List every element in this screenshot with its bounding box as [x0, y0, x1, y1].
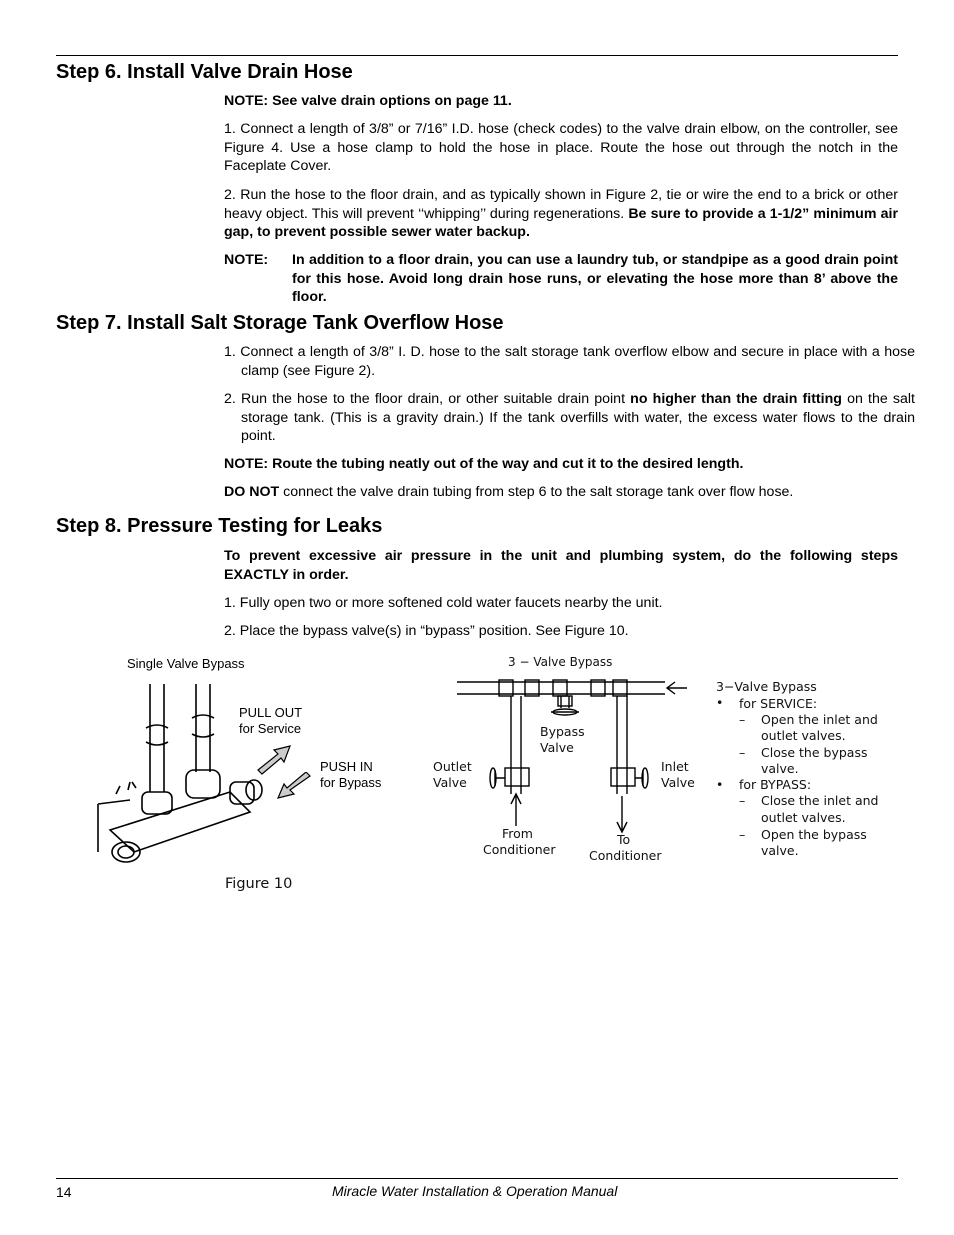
note-text: In addition to a floor drain, you can use a laundry tub, or standpipe as a good drain point for this hose. Avoid long drain hose runs, or elevating the hose more than 8’ above the floor.: [292, 252, 898, 306]
pull-out-sublabel: for Service: [239, 721, 302, 736]
legend-bypass-a2: outlet valves.: [761, 810, 846, 825]
bypass-valve-label-2: Valve: [540, 740, 574, 755]
legend-bullet-2: •: [716, 777, 724, 792]
step7-p2-bold: no higher than the drain fitting: [630, 391, 842, 407]
legend-service-label: for SERVICE:: [739, 696, 818, 711]
page-number: 14: [56, 1184, 72, 1200]
step7-paragraph-2: [224, 390, 915, 446]
note-label: NOTE:: [224, 252, 269, 268]
push-in-sublabel: for Bypass: [320, 775, 382, 790]
push-in-label: PUSH IN: [320, 759, 373, 774]
step7-p2-b: on the salt storage tank. (This is a gravity drain.) If the tank overfills with water, the excess water flows to the drain point.: [241, 391, 915, 445]
step7-note: NOTE: Route the tubing neatly out of the way and cut it to the desired length.: [224, 456, 744, 472]
step6-note-2: [224, 251, 898, 309]
step6-heading: Step 6. Install Valve Drain Hose: [56, 61, 353, 83]
three-valve-title: 3 − Valve Bypass: [508, 655, 613, 669]
step8-paragraph-2: 2. Place the bypass valve(s) in “bypass” position. See Figure 10.: [224, 623, 629, 639]
legend-dash-3: –: [739, 793, 746, 808]
legend-bypass-b2: valve.: [761, 843, 799, 858]
from-conditioner-label-1: From: [502, 826, 533, 841]
single-valve-title: Single Valve Bypass: [127, 656, 245, 671]
legend-title: 3−Valve Bypass: [716, 679, 817, 694]
step7-paragraph-1: 1. Connect a length of 3/8” I. D. hose to the salt storage tank overflow elbow and secure in place with a hose clamp (see Figure 2).: [224, 344, 915, 379]
step6-p2-text: 2. Run the hose to the floor drain, and as typically shown in Figure 2, tie or wire the end to a brick or other heavy object. This will prevent ‘‘whipping’’ during regenerations.: [224, 187, 898, 222]
footer-rule: [56, 1178, 898, 1179]
from-conditioner-label-2: Conditioner: [483, 842, 556, 857]
legend-dash-4: –: [739, 827, 746, 842]
figure-caption: Figure 10: [225, 876, 293, 892]
push-in-arrow: [274, 772, 314, 802]
bypass-valve-label-1: Bypass: [540, 724, 585, 739]
legend-bullet-1: •: [716, 695, 724, 710]
legend-bypass-label: for BYPASS:: [739, 777, 812, 792]
legend-service-b1: Close the bypass: [761, 745, 868, 760]
pull-out-label: PULL OUT: [239, 705, 303, 720]
step6-note: NOTE: See valve drain options on page 11.: [224, 93, 512, 109]
step6-p2-bold: Be sure to provide a 1-1/2” minimum air gap, to prevent possible sewer water backup.: [224, 205, 898, 241]
legend-bypass-a1: Close the inlet and: [761, 793, 879, 808]
legend-bypass-b1: Open the bypass: [761, 827, 867, 842]
legend-service-a1: Open the inlet and: [761, 712, 878, 727]
outlet-valve-label-1: Outlet: [433, 759, 472, 774]
step8-heading: Step 8. Pressure Testing for Leaks: [56, 515, 383, 537]
three-valve-drawing: [455, 674, 695, 850]
top-rule: [56, 55, 898, 56]
outlet-valve-label-2: Valve: [433, 775, 467, 790]
footer-manual-title: Miracle Water Installation & Operation Manual: [332, 1183, 618, 1199]
donot-text: connect the valve drain tubing from step 6 to the salt storage tank over flow hose.: [279, 484, 794, 500]
step7-heading: Step 7. Install Salt Storage Tank Overflow Hose: [56, 312, 504, 334]
inlet-valve-label-1: Inlet: [661, 759, 689, 774]
step6-paragraph-2: [224, 186, 898, 242]
legend-service-a2: outlet valves.: [761, 728, 846, 743]
donot-bold: DO NOT: [224, 484, 280, 500]
inlet-valve-label-2: Valve: [661, 775, 695, 790]
step8-warning: To prevent excessive air pressure in the unit and plumbing system, do the following steps EXACTLY in order.: [224, 548, 898, 583]
step6-paragraph-1: 1. Connect a length of 3/8” or 7/16” I.D. hose (check codes) to the valve drain elbow, on the controller, see Figure 4. Use a hose clamp to hold the hose in place. Route the hose out through the notch in the Faceplate Cover.: [224, 121, 898, 175]
legend-dash-1: –: [739, 712, 746, 727]
to-conditioner-label-1: To: [617, 832, 631, 847]
legend-dash-2: –: [739, 745, 746, 760]
to-conditioner-label-2: Conditioner: [589, 848, 662, 863]
step7-p2-a: 2. Run the hose to the floor drain, or other suitable drain point: [224, 391, 631, 407]
step8-paragraph-1: 1. Fully open two or more softened cold water faucets nearby the unit.: [224, 595, 663, 611]
legend-service-b2: valve.: [761, 761, 799, 776]
step7-donot: [224, 483, 898, 502]
